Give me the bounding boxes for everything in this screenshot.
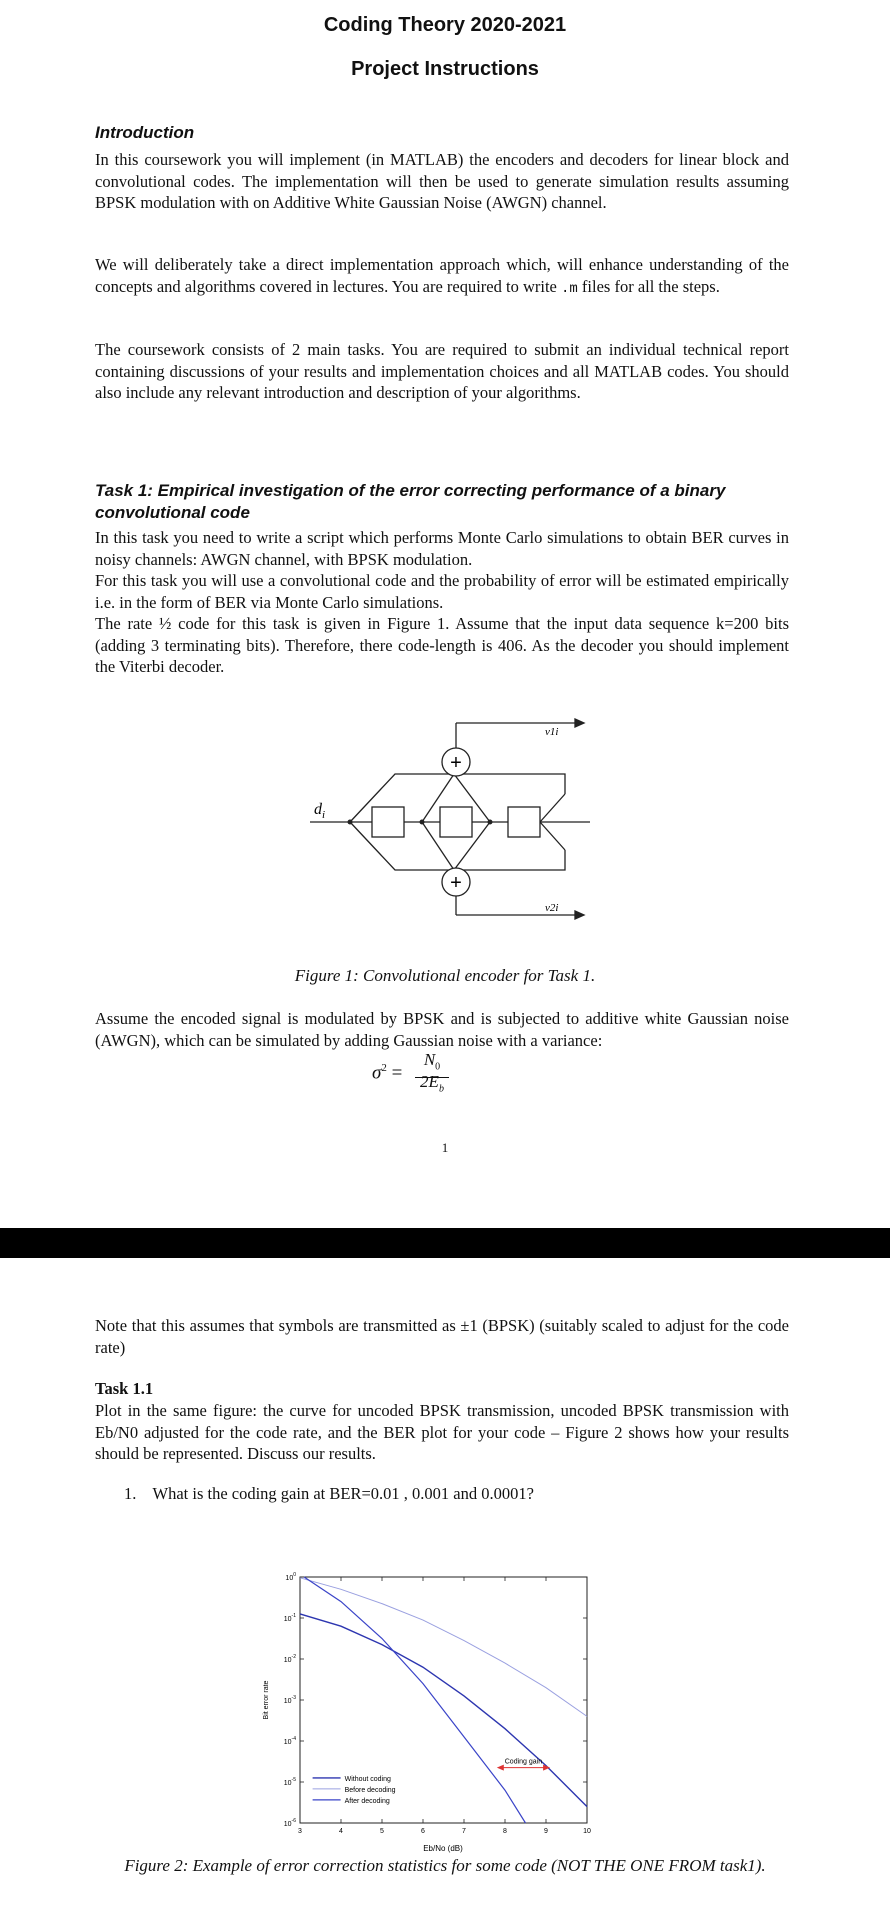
intro-p2 (95, 254, 789, 300)
out2-arrow (575, 911, 584, 919)
question-1-text: What is the coding gain at BER=0.01 , 0.001 and 0.0001? (152, 1484, 534, 1503)
task1-line-1: In this task you need to write a script which performs Monte Carlo simulations to obtain BER curves in noisy channels: AWGN channel, with BPSK modulation. (95, 528, 789, 569)
register-1 (372, 807, 404, 837)
noise-text: Assume the encoded signal is modulated by BPSK and is subjected to additive white Gaussian noise (AWGN), which can be simulated by adding Gaussian noise with a variance: (95, 1009, 789, 1050)
task11-heading: Task 1.1 (95, 1379, 154, 1398)
ber-chart (255, 1565, 615, 1855)
task11-text: Plot in the same figure: the curve for uncoded BPSK transmission, uncoded BPSK transmission with Eb/N0 adjusted for the code rate, and the BER plot for your code – Figure 2 shows how your results should be represented. Discuss our results. (95, 1401, 789, 1463)
y-tick-label: $10^{-2}$ (283, 1654, 296, 1664)
legend-label: After decoding (344, 1797, 390, 1805)
question-1-number: 1. (124, 1484, 137, 1503)
page-title: Coding Theory 2020-2021 (323, 14, 567, 36)
intro-heading: Introduction (95, 123, 195, 142)
tap-top-right (540, 794, 565, 822)
legend-label: Without coding (344, 1775, 391, 1783)
noise-paragraph (95, 1008, 789, 1051)
x-tick-label: 7 (462, 1828, 466, 1835)
x-tick-label: 4 (339, 1828, 343, 1835)
task11-body (95, 1400, 789, 1465)
out2-label: v2i (545, 902, 559, 914)
eq-denominator: $2E_b$ (420, 1072, 444, 1095)
intro-p1-text: In this coursework you will implement (in MATLAB) the encoders and decoders for linear block and convolutional codes. The implementation will then be used to generate simulation results assuming BPSK modulation with on Additive White Gaussian Noise (AWGN) channel. (95, 150, 789, 212)
coding-gain-label: Coding gain (504, 1758, 543, 1766)
intro-p2-code: .m (560, 280, 578, 297)
bpsk-note-text: Note that this assumes that symbols are transmitted as ±1 (BPSK) (suitably scaled to adjust for the code rate) (95, 1316, 789, 1357)
y-tick-label: $10^0$ (285, 1572, 296, 1582)
question-1 (124, 1484, 534, 1504)
x-tick-label: 10 (583, 1828, 591, 1835)
adder-bottom-symbol: + (450, 872, 462, 894)
input-label: $d_i$ (314, 801, 326, 821)
eq-numerator: $N_0$ (415, 1050, 449, 1078)
figure1-caption: Figure 1: Convolutional encoder for Task 1. (294, 966, 596, 985)
y-tick-label: $10^{-5}$ (283, 1777, 296, 1787)
plot-area (300, 1577, 587, 1823)
task1-line-3: The rate ½ code for this task is given in Figure 1. Assume that the input data sequence k=200 bits (adding 3 terminating bits). Therefore, there code-length is 406. As the decoder you should implement the Viterbi decoder. (95, 614, 789, 676)
y-axis-label: Bit error rate (263, 1680, 270, 1720)
register-3 (508, 807, 540, 837)
register-2 (440, 807, 472, 837)
bpsk-note (95, 1315, 789, 1358)
intro-paragraph-3 (95, 339, 789, 404)
x-axis-label: Eb/No (dB) (423, 1844, 463, 1853)
out1-label: v1i (545, 726, 559, 738)
x-tick-label: 9 (544, 1828, 548, 1835)
task1-heading: Task 1: Empirical investigation of the error correcting performance of a binary convolutional code (95, 481, 726, 522)
y-tick-label: $10^{-3}$ (283, 1695, 296, 1705)
out1-arrow (575, 719, 584, 727)
tap-bottom-right (540, 822, 565, 850)
intro-p2-a: We will deliberately take a direct implementation approach which, will enhance understanding of the concepts and algorithms covered in lectures. You are required to write (95, 255, 789, 296)
legend-label: Before decoding (344, 1786, 396, 1794)
intro-p3-text: The coursework consists of 2 main tasks. You are required to submit an individual technical report containing discussions of your results and implementation choices and all MATLAB codes. You should also include any relevant introduction and description of your algorithms. (95, 340, 789, 402)
encoder-diagram (300, 710, 620, 925)
page-number: 1 (441, 1140, 449, 1155)
y-tick-label: $10^{-4}$ (283, 1736, 296, 1746)
eq-lhs: $\sigma^2$ = (372, 1062, 403, 1084)
adder-top-symbol: + (450, 752, 462, 774)
x-tick-label: 6 (421, 1828, 425, 1835)
intro-paragraph-2 (95, 254, 789, 300)
x-tick-label: 3 (298, 1828, 302, 1835)
x-tick-label: 5 (380, 1828, 384, 1835)
x-tick-label: 8 (503, 1828, 507, 1835)
task1-line-2: For this task you will use a convolutional code and the probability of error will be estimated empirically i.e. in the form of BER via Monte Carlo simulations. (95, 571, 789, 612)
y-tick-label: $10^{-1}$ (283, 1613, 296, 1623)
figure2-caption: Figure 2: Example of error correction statistics for some code (NOT THE ONE FROM task1). (124, 1856, 766, 1875)
page-separator (0, 1228, 890, 1258)
intro-p2-b: files for all the steps. (577, 276, 720, 296)
y-tick-label: $10^{-6}$ (283, 1818, 296, 1828)
task1-body (95, 527, 789, 678)
intro-paragraph-1 (95, 149, 789, 214)
page-subtitle: Project Instructions (351, 58, 539, 80)
